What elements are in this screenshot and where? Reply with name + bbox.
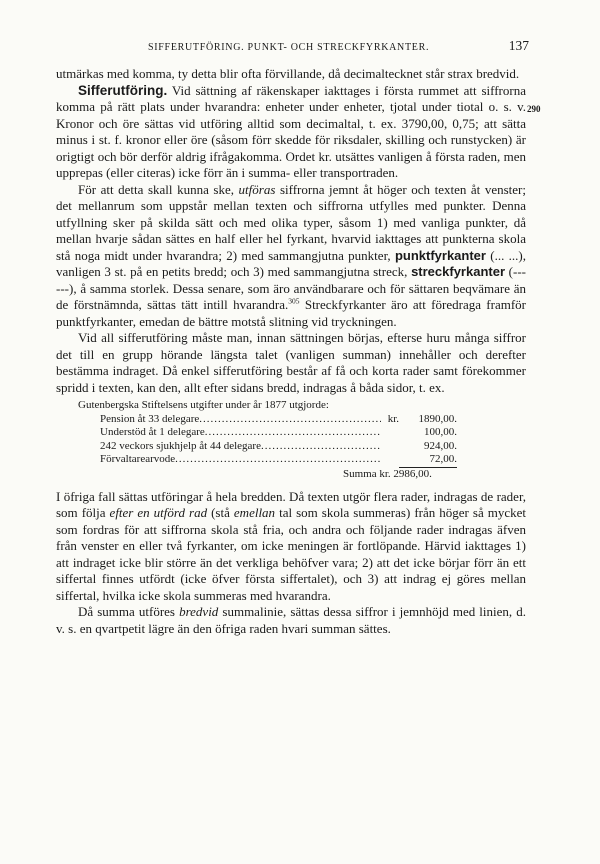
text-run: (stå — [207, 505, 234, 521]
paragraph — [56, 604, 526, 637]
row-label: Understöd åt 1 delegare — [100, 426, 205, 439]
bold-term: punktfyrkanter — [394, 247, 486, 263]
currency-label: kr. — [387, 412, 399, 425]
text-run: Då summa utföres — [78, 604, 180, 620]
text-run: I öfriga fall sättas utföringar å hela bredden. Då texten utgör flera rader, indragas de rader, som följa — [56, 488, 526, 521]
table-row — [100, 426, 457, 440]
italic-term: efter en utförd rad — [109, 505, 208, 521]
row-label: Förvaltarearvode — [100, 453, 176, 466]
section-heading: Sifferutföring. — [78, 82, 168, 98]
currency-label — [381, 453, 399, 468]
text-run: Streckfyrkanter äro att föredraga framför punktfyrkanter, emedan de bättre motstå slitning vid tryckningen. — [56, 297, 526, 329]
row-amount: 100,00. — [424, 426, 457, 439]
leader-dots — [205, 426, 381, 440]
table-row — [100, 413, 457, 427]
currency-label — [381, 426, 399, 440]
statement-caption: Gutenbergska Stiftelsens utgifter under år 1877 utgjorde: — [78, 399, 329, 411]
table-row — [100, 440, 457, 454]
expense-statement — [56, 399, 526, 482]
paragraph: Vid all sifferutföring måste man, innan sättningen börjas, efterse huru många siffror det till en grupp hörande längsta talet (vanligen summan) innehåller och derefter bestämma indraget. Då enkel sifferutföring består af få och korta rader samt förekommer spridd i texten, kan den, allt efter sidans bredd, indragas å båda sidor, t. ex. — [56, 330, 526, 395]
text-run: summalinie, sättas dessa siffror i jemnhöjd med linien, d. v. s. en qvartpetit lägre än den öfriga raden hvari summan sättes. — [56, 604, 527, 636]
italic-term: bredvid — [179, 604, 219, 620]
footnote-marker: 305 — [288, 296, 300, 306]
italic-term: utföras — [238, 181, 276, 197]
body-text — [56, 66, 526, 637]
book-page — [56, 38, 529, 637]
paragraph — [56, 182, 526, 331]
paragraph — [56, 489, 526, 605]
row-amount: 1890,00. — [418, 412, 457, 425]
running-title: SIFFERUTFÖRING. PUNKT- OCH STRECKFYRKANTER. — [148, 42, 430, 53]
leader-dots — [175, 453, 381, 468]
total-row: Summa kr. 2986,00. — [343, 467, 432, 480]
paragraph — [56, 83, 526, 182]
row-label: 242 veckors sjukhjelp åt 44 delegare — [100, 439, 261, 452]
leader-dots — [199, 413, 381, 427]
margin-note: 290 — [527, 104, 541, 114]
paragraph-text: Vid sättning af räkenskaper iakttages i första rummet att siffrorna komma på rätt plats under hvarandra: enheter under enheter, tjotal under tiotal o. s. v. Kronor och öre sättas vid utföring alltid som decimaltal, t. ex. 3790,00, 0,75; att sätta minus i st. f. kronor eller öre (såsom förr skedde för riksdaler, skilling och runstycken) är origtigt och bör derför aldrig ifrågakomma. Ordet kr. utsättes vanligen å första raden, men upprepas (eller citeras) icke förr än i summa- eller transportraden. — [56, 82, 526, 180]
paragraph: utmärkas med komma, ty detta blir ofta förvillande, då decimaltecknet står strax bredvid. — [56, 66, 520, 81]
text-run: För att detta skall kunna ske, — [78, 181, 239, 197]
row-amount: 72,00. — [399, 453, 457, 468]
italic-term: emellan — [233, 505, 276, 521]
page-number: 137 — [508, 38, 529, 53]
table-row — [100, 453, 457, 468]
row-amount: 924,00. — [424, 439, 457, 452]
bold-term: streckfyrkanter — [411, 264, 506, 279]
text-run: tal som skola summeras) från höger så mycket som fordras för att siffrorna skola stå fria, och andra och följande rader indragas äfven från venster en eller två fyrkanter, om icke meningen är fortlöpande. Härvid iakttages 1) att indraget icke blir större än det verkliga behöfver vara; 2) att det icke börjar förr än ett siffertal finnes utfördt (icke öfver första siffertalet), och 3) att indrag ej göres mellan siffertal, hvilka icke skola summeras med hvarandra. — [56, 505, 527, 603]
text-run: (--- ---), å samma storlek. Dessa senare, som äro användbarare och för sättaren beqvämare än de förstnämnda, sättas tätt intill hvarandra. — [56, 264, 526, 312]
running-header — [56, 38, 529, 60]
text-run: (... ...), vanligen 3 st. på en petits bredd; och 3) med sammangjutna streck, — [56, 247, 526, 279]
currency-label — [381, 440, 399, 454]
row-label: Pension åt 33 delegare — [100, 412, 200, 425]
text-run: siffrorna jemnt åt höger och texten åt venster; det mellanrum som uppstår mellan texten och siffrorna utfylles med punkter. Denna utfyllning sker på skilda sätt och med olika typer, såsom 1) med vanliga punkter, då mellan hvarje sådan sättes en half eller hel fyrkant, hvarvid iakttages att punkterna skola stå noga midt under hvarandra; 2) med sammangjutna punkter, — [56, 181, 526, 263]
leader-dots — [261, 440, 381, 454]
